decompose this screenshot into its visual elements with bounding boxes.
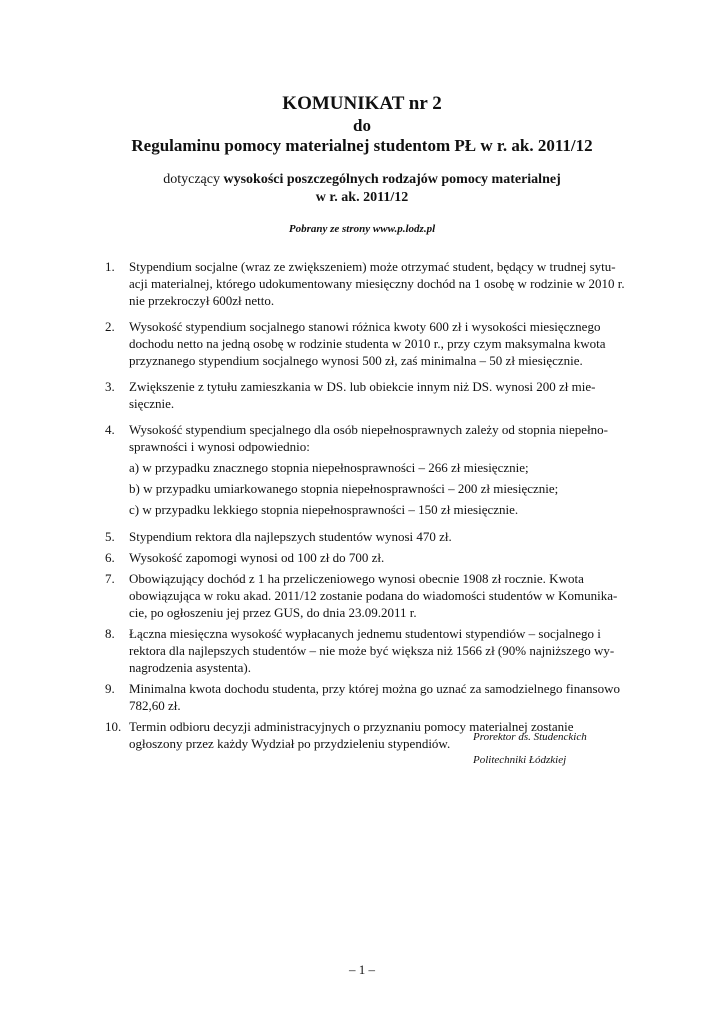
list-subitem: c) w przypadku lekkiego stopnia niepełnosprawności – 150 zł miesięcznie. [129,502,519,517]
list-item-text-line: obowiązująca w roku akad. 2011/12 zostanie podana do wiadomości studentów w Komunika- [129,588,618,603]
page-number: – 1 – [349,962,375,977]
subject-block [0,171,724,207]
list-item-number: 3. [105,379,115,394]
list-subitem: a) w przypadku znacznego stopnia niepełnosprawności – 266 zł miesięcznie; [129,460,529,475]
list-item-text-line: sięcznie. [129,396,175,411]
list-item-text-line: przyznanego stypendium socjalnego wynosi 500 zł, zaś minimalna – 50 zł miesięcznie. [129,353,583,368]
list-item [105,625,641,676]
list-item-text-line: sprawności i wynosi odpowiednio: [129,439,310,454]
list-item-number: 5. [105,529,115,544]
list-item-text-line: Termin odbioru decyzji administracyjnych o przyznaniu pomocy materialnej zostanie [129,719,574,734]
list-item-number: 4. [105,422,115,437]
list-item [105,680,641,714]
numbered-list [105,258,641,752]
list-item-number: 9. [105,681,115,696]
list-item [105,549,641,566]
list-item [105,318,641,369]
list-item-number: 8. [105,626,115,641]
list-item-number: 6. [105,550,115,565]
list-item-text-line: nagrodzenia asystenta). [129,660,252,675]
list-item-number: 2. [105,319,115,334]
list-item-number: 7. [105,571,115,586]
list-item [105,258,641,309]
list-item-text-line: nie przekroczył 600zł netto. [129,293,275,308]
signature-line-2: Politechniki Łódzkiej [473,754,567,766]
document-title: KOMUNIKAT nr 2 [282,93,442,114]
subject-bold-2: w r. ak. 2011/12 [315,190,409,205]
signature-line-1: Prorektor ds. Studenckich [473,731,587,743]
list-item-text-line: acji materialnej, którego udokumentowany miesięczny dochód na 1 osobę w rodzinie w 2010 r. [129,276,625,291]
list-item [105,570,641,621]
list-item-text-line: Obowiązujący dochód z 1 ha przeliczeniowego wynosi obecnie 1908 zł rocznie. Kwota [129,571,584,586]
list-item-text-line: Minimalna kwota dochodu studenta, przy której można go uznać za samodzielnego finansowo [129,681,620,696]
list-item-text-line: Stypendium socjalne (wraz ze zwiększeniem) może otrzymać student, będący w trudnej sytu- [129,259,616,274]
list-item-text-line: Wysokość stypendium socjalnego stanowi różnica kwoty 600 zł i wysokości miesięcznego [129,319,601,334]
regulation-title: Regulaminu pomocy materialnej studentom PŁ w r. ak. 2011/12 [131,136,593,155]
list-item-number: 1. [105,259,115,274]
list-item-text-line: cie, po ogłoszeniu jej przez GUS, do dnia 23.09.2011 r. [129,605,417,620]
list-item-text-line: 782,60 zł. [129,698,181,713]
list-item [105,421,641,518]
source-note: Pobrany ze strony www.p.lodz.pl [288,223,436,235]
signature-block [473,726,587,772]
list-item-text-line: rektora dla najlepszych studentów – nie może być większa niż 1566 zł (90% najniższego wy- [129,643,615,658]
list-item-text-line: Wysokość zapomogi wynosi od 100 zł do 700 zł. [129,550,385,565]
list-subitem: b) w przypadku umiarkowanego stopnia niepełnosprawności – 200 zł miesięcznie; [129,481,559,496]
list-item [105,528,641,545]
title-connector: do [353,116,371,135]
subject-prefix: dotyczący [163,172,224,187]
list-item-text-line: Łączna miesięczna wysokość wypłacanych jednemu studentowi stypendiów – socjalnego i [129,626,601,641]
list-item-text-line: Stypendium rektora dla najlepszych studentów wynosi 470 zł. [129,529,452,544]
list-item-text-line: Wysokość stypendium specjalnego dla osób niepełnosprawnych zależy od stopnia niepełno- [129,422,609,437]
list-item-text-line: dochodu netto na jedną osobę w rodzinie studenta w 2010 r., przy czym maksymalna kwota [129,336,606,351]
list-item-number: 10. [105,719,122,734]
list-item-text-line: ogłoszony przez każdy Wydział po przydzieleniu stypendiów. [129,736,451,751]
subject-bold-1: wysokości poszczególnych rodzajów pomocy materialnej [223,172,561,187]
list-item [105,378,641,412]
list-item-text-line: Zwiększenie z tytułu zamieszkania w DS. lub obiekcie innym niż DS. wynosi 200 zł mie- [129,379,596,394]
